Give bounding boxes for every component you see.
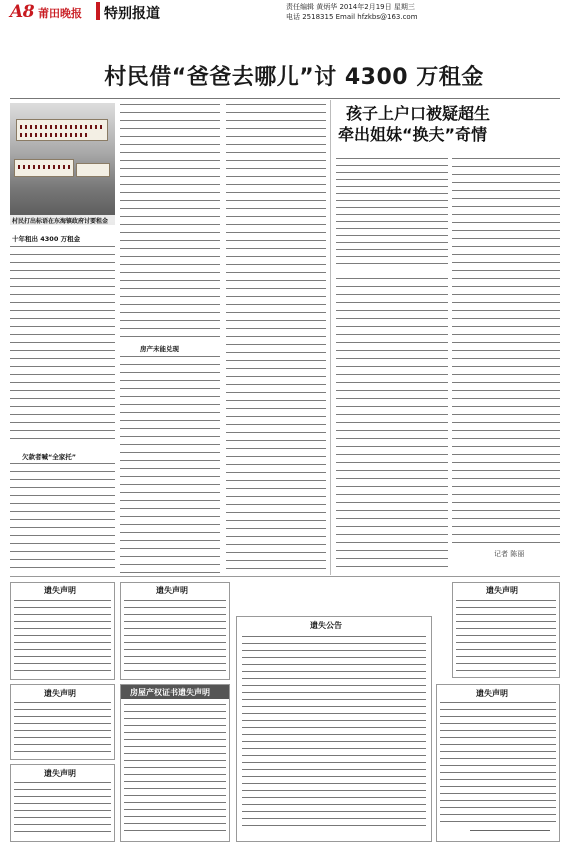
notice-text [456, 600, 556, 672]
notice-text [14, 702, 111, 754]
article-text [10, 463, 115, 571]
notice-title: 遗失声明 [156, 586, 188, 595]
contact-line: 电话 2518315 Email hfzkbs@163.com [286, 13, 418, 21]
column-divider [330, 100, 331, 575]
article-text [336, 278, 448, 574]
lead-headline: 村民借“爸爸去哪儿”讨 4300 万租金 [104, 65, 484, 90]
paper-logo: 莆田晚报 [38, 7, 82, 20]
headline-divider [10, 98, 560, 99]
banner-cloth [16, 119, 108, 141]
sub-head: 十年租出 4300 万租金 [12, 235, 81, 243]
side-headline-line2: 牵出姐妹“换夫”奇情 [338, 125, 488, 144]
notice-text [242, 636, 426, 832]
notice-title: 遗失公告 [310, 621, 342, 630]
sub-head: 欠款者喊“全家托” [22, 453, 77, 461]
editor-date-line: 责任编辑 黄炳华 2014年2月19日 星期三 [286, 3, 415, 11]
article-text [120, 356, 220, 574]
article-text [452, 158, 560, 544]
byline: 记者 陈丽 [494, 550, 525, 558]
news-photo [10, 103, 115, 225]
notice-text [124, 600, 226, 674]
banner-lettering [18, 165, 70, 169]
photo-caption: 村民打出标语在东海镇政府讨要租金 [12, 218, 109, 225]
side-headline-line1: 孩子上户口被疑超生 [346, 104, 491, 123]
sub-head: 房产未能兑现 [140, 345, 179, 353]
banner-lettering [20, 125, 104, 129]
section-title: 特别报道 [104, 6, 160, 22]
notice-text [14, 600, 111, 674]
notice-title: 房屋产权证书遗失声明 [130, 688, 210, 697]
notice-title: 遗失声明 [44, 689, 76, 698]
banner-lettering [20, 133, 90, 137]
notice-title: 遗失声明 [476, 689, 508, 698]
notice-title: 遗失声明 [44, 769, 76, 778]
article-text [10, 246, 115, 446]
notice-text [14, 782, 111, 836]
article-text [226, 104, 326, 574]
notice-title: 遗失声明 [486, 586, 518, 595]
notice-text [440, 702, 556, 822]
banner-cloth [76, 163, 110, 177]
page-number: A8 [10, 2, 35, 22]
signature-line [470, 830, 550, 831]
section-divider [10, 576, 560, 577]
notice-text [124, 704, 226, 836]
article-text [336, 158, 448, 270]
article-text [120, 104, 220, 340]
section-marker [96, 2, 100, 20]
notice-title: 遗失声明 [44, 586, 76, 595]
